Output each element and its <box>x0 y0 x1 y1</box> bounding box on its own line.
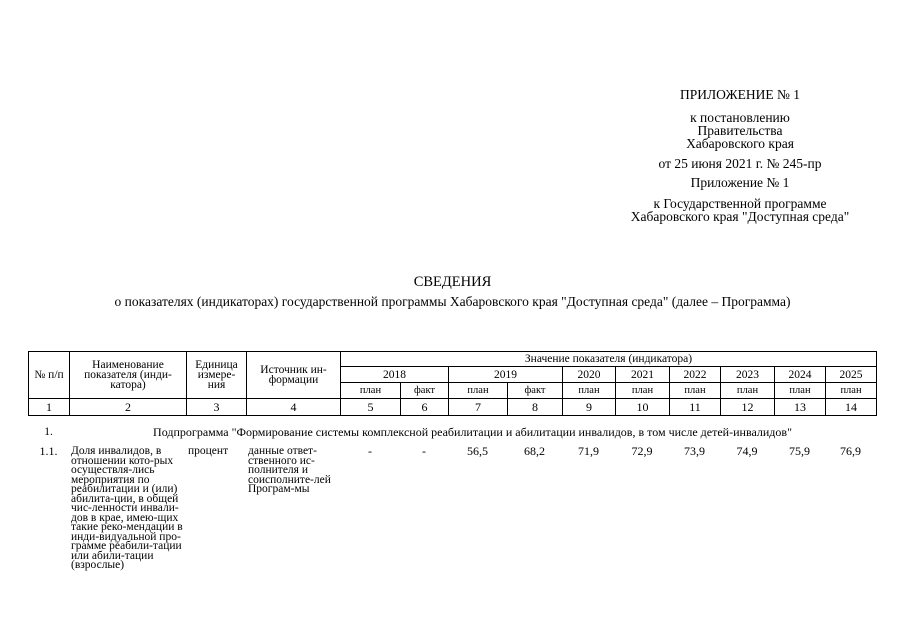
row-value: 56,5 <box>467 444 488 458</box>
column-number: 13 <box>775 399 826 416</box>
year-header: 2020 <box>563 367 616 383</box>
row-source: данные ответ-ственного ис-полнителя и соисполните-лей Програм-мы <box>248 445 331 495</box>
document-subtitle: о показателях (индикаторах) государственной программы Хабаровского края "Доступная среда" (далее – Программа) <box>114 294 791 309</box>
subheader: факт <box>401 383 449 399</box>
subheader: план <box>449 383 508 399</box>
column-number: 10 <box>616 399 670 416</box>
header-name: Наименование показателя (инди-катора) <box>70 352 187 399</box>
subheader: план <box>826 383 877 399</box>
row-value: 76,9 <box>840 444 862 458</box>
row-value: 73,9 <box>684 444 705 458</box>
subheader: факт <box>508 383 563 399</box>
year-header: 2021 <box>616 367 670 383</box>
column-number: 9 <box>563 399 616 416</box>
appendix-line: Хабаровского края <box>686 136 794 151</box>
appendix-line: Приложение № 1 <box>690 175 790 190</box>
column-number: 7 <box>449 399 508 416</box>
appendix-date: от 25 июня 2021 г. № 245-пр <box>658 156 822 171</box>
column-number: 2 <box>70 399 187 416</box>
document-title: СВЕДЕНИЯ <box>413 274 492 290</box>
header-num: № п/п <box>29 352 70 399</box>
subheader: план <box>775 383 826 399</box>
appendix-line: к Государственной программе <box>653 196 827 211</box>
row-unit: процент <box>188 445 229 457</box>
year-header: 2023 <box>721 367 775 383</box>
column-number: 8 <box>508 399 563 416</box>
year-header: 2019 <box>449 367 563 383</box>
column-number: 5 <box>341 399 401 416</box>
subheader: план <box>721 383 775 399</box>
row-number: 1.1. <box>39 444 58 458</box>
column-number: 11 <box>670 399 721 416</box>
row-value: - <box>422 444 426 458</box>
subheader: план <box>341 383 401 399</box>
column-number: 1 <box>29 399 70 416</box>
row-value: 72,9 <box>631 444 653 458</box>
appendix-line: к постановлению <box>690 110 790 125</box>
column-number: 12 <box>721 399 775 416</box>
header-unit: Единица измере-ния <box>187 352 247 399</box>
indicators-table-header <box>28 351 877 416</box>
appendix-title: ПРИЛОЖЕНИЕ № 1 <box>679 87 801 102</box>
row-name: Доля инвалидов, в отношении кото-рых осуществля-лись мероприятия по реабилитации и (или) абилита-ции, в общей чис-ленности инвали-дов в крае, имею-щих такие реко-мендации в инди-видуальной про-грамме реабили-тации или абили-тации (взрослые) <box>71 445 183 571</box>
header-source: Источник ин-формации <box>247 352 341 399</box>
subheader: план <box>616 383 670 399</box>
subheader: план <box>563 383 616 399</box>
year-header: 2022 <box>670 367 721 383</box>
row-value: 71,9 <box>578 444 599 458</box>
appendix-line: Правительства <box>697 123 783 138</box>
row-value: - <box>368 444 372 458</box>
column-number: 4 <box>247 399 341 416</box>
header-value: Значение показателя (индикатора) <box>341 352 877 367</box>
subprogram-number: 1. <box>44 426 53 438</box>
table-row <box>28 446 876 571</box>
appendix-block <box>600 88 880 223</box>
appendix-line: Хабаровского края "Доступная среда" <box>630 209 850 224</box>
indicators-table-body <box>28 425 876 571</box>
subheader: план <box>670 383 721 399</box>
subprogram-title: Подпрограмма "Формирование системы комплексной реабилитации и абилитации инвалидов, в том числе детей-инвалидов" <box>153 425 792 439</box>
column-number: 3 <box>187 399 247 416</box>
year-header: 2018 <box>341 367 449 383</box>
year-header: 2024 <box>775 367 826 383</box>
column-number: 14 <box>826 399 877 416</box>
column-number: 6 <box>401 399 449 416</box>
row-value: 68,2 <box>524 444 545 458</box>
row-value: 74,9 <box>736 444 758 458</box>
year-header: 2025 <box>826 367 877 383</box>
row-value: 75,9 <box>789 444 810 458</box>
